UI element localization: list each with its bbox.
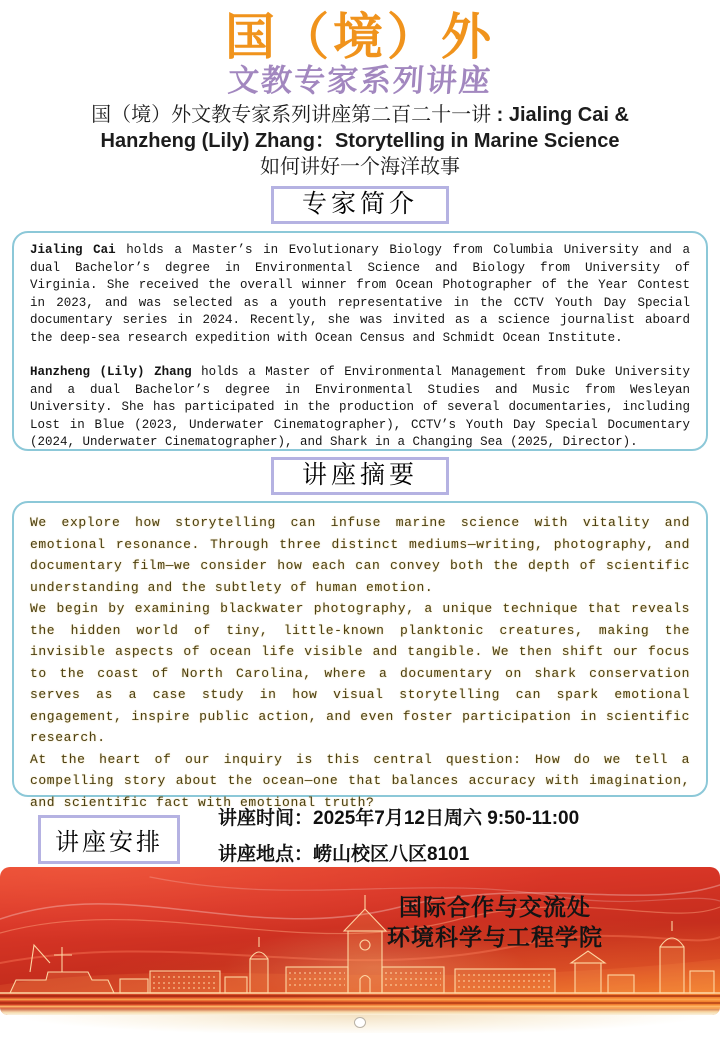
banner-bottom-fade bbox=[0, 1007, 720, 1015]
schedule-location-label: 讲座地点： bbox=[218, 844, 314, 865]
bio-paragraph bbox=[30, 242, 690, 347]
bio-section-heading: 专家简介 bbox=[271, 186, 449, 224]
lecture-title-line2: Hanzheng (Lily) Zhang：Storytelling in Marine Science bbox=[100, 130, 620, 152]
abstract-paragraph: We explore how storytelling can infuse marine science with vitality and emotional resonance. Through three distinct mediums—writing, photography, and documentary film—we consider how each can convey both the depth of scientific understanding and the subtlety of human emotion. bbox=[30, 515, 690, 595]
abstract-paragraph: At the heart of our inquiry is this central question: How do we tell a compelling story about the ocean—one that balances accuracy with imagination, and scientific fact with emotional truth? bbox=[30, 751, 690, 810]
lecture-title-line3: 如何讲好一个海洋故事 bbox=[260, 156, 460, 178]
schedule-location-row bbox=[218, 841, 579, 869]
abstract-paragraph: We begin by examining blackwater photography, a unique technique that reveals the hidden world of tiny, little-known planktonic creatures, making the invisible aspects of ocean life visible and tangible. We then shift our focus to the coast of North Carolina, where a documentary on shark conservation serves as a case study in how visual storytelling can spark emotional engagement, inspire public action, and even foster participation in scientific research. bbox=[30, 601, 690, 745]
schedule-time-label: 讲座时间： bbox=[218, 808, 314, 829]
organizer-text bbox=[355, 893, 635, 953]
bio-text: holds a Master’s in Evolutionary Biology from Columbia University and a dual Bachelor’s degree in Environmental Science and Biology from University of Virginia. She received the overall winner from Ocean Photographer of the Year Contest in 2023, and was selected as a youth representative in the CCTV Youth Day Special documentary series in 2024. Recently, she was invited as a science journalist aboard the deep-sea research expedition with Ocean Census and Schmidt Ocean Institute. bbox=[30, 243, 691, 345]
schedule-time-row bbox=[218, 805, 579, 833]
abstract-box bbox=[12, 501, 708, 810]
series-logo-subtitle: 文教专家系列讲座 bbox=[226, 63, 494, 98]
schedule-location-value: 崂山校区八区8101 bbox=[313, 844, 470, 865]
speaker-name: Hanzheng (Lily) Zhang bbox=[30, 365, 192, 379]
bio-paragraph bbox=[30, 364, 690, 452]
organizer-line2: 环境科学与工程学院 bbox=[387, 925, 603, 950]
organizer-line1: 国际合作与交流处 bbox=[399, 895, 591, 920]
bio-text: holds a Master of Environmental Management from Duke University and a dual Bachelor’s degree in Environmental Studies and Music from Wesleyan University. She has participated in the production of several documentaries, including Lost in Blue (2023, Underwater Cinematographer), CCTV’s Youth Day Special Documentary (2024, Underwater Cinematographer), and Shark in a Changing Sea (2025, Director). bbox=[30, 365, 691, 449]
abstract-section-heading: 讲座摘要 bbox=[271, 457, 449, 495]
footer-banner bbox=[0, 867, 720, 1015]
scroll-handle[interactable] bbox=[354, 1017, 366, 1028]
bottom-strip bbox=[0, 1015, 720, 1033]
lecture-title bbox=[30, 102, 690, 180]
schedule-section-heading: 讲座安排 bbox=[38, 815, 180, 864]
schedule-section bbox=[38, 805, 708, 863]
series-logo-title: 国（境）外 bbox=[225, 9, 495, 65]
lecture-title-line1-zh: 国（境）外文教专家系列讲座第二百二十一讲 bbox=[91, 104, 492, 126]
poster-header bbox=[0, 0, 720, 180]
schedule-time-value: 2025年7月12日周六 9:50-11:00 bbox=[313, 808, 580, 829]
bio-box bbox=[12, 231, 708, 451]
speaker-name: Jialing Cai bbox=[30, 243, 116, 257]
lecture-title-line1-en: : Jialing Cai & bbox=[491, 104, 629, 126]
